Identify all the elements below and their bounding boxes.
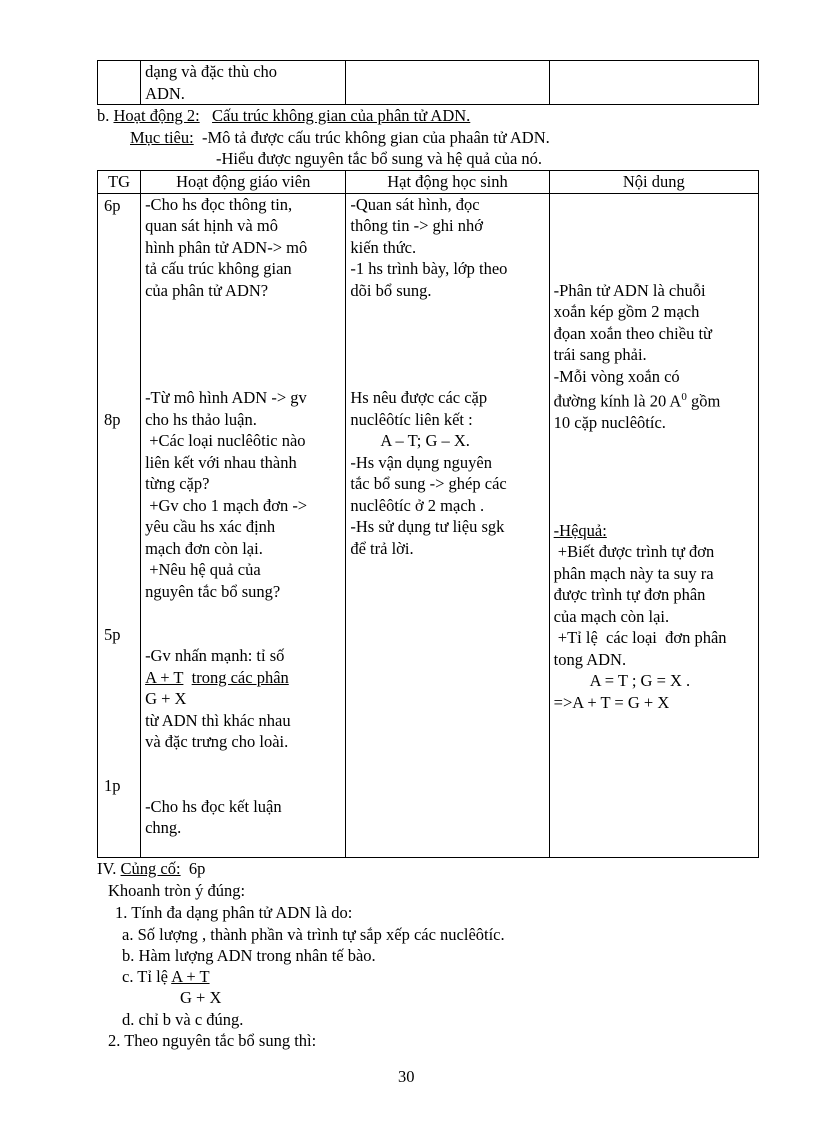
ratio-numerator: A + T: [171, 967, 210, 986]
header-tg: TG: [98, 171, 141, 194]
header-student: Hạt động học sinh: [346, 171, 549, 194]
consolidation-label: Củng cố:: [120, 859, 181, 878]
content-line: phân mạch này ta suy ra: [553, 563, 714, 583]
top-content-cell: [549, 61, 758, 105]
content-line: đường kính là 20 $A^0$ gồm: [553, 391, 721, 411]
top-tg-cell: [98, 61, 141, 105]
instruction: Khoanh tròn ý đúng:: [108, 881, 246, 900]
teacher-line: tả cấu trúc không gian: [145, 259, 292, 278]
teacher-line: từ ADN thì khác nhau: [145, 710, 291, 730]
content-line: được trình tự đơn phân: [553, 585, 706, 604]
teacher-line: +Gv cho 1 mạch đơn ->: [145, 495, 308, 515]
content-line: +Biết được trình tự đơn: [553, 542, 715, 561]
lesson-table: [97, 170, 759, 858]
top-student-cell: [346, 61, 549, 105]
student-line: tắc bổ sung -> ghép các: [350, 474, 507, 493]
student-line: -Hs sử dụng tư liệu sgk: [350, 517, 505, 536]
angstrom-exponent: 0: [681, 391, 687, 403]
content-line: 10 cặp nuclêôtíc.: [553, 413, 666, 432]
content-line: trái sang phải.: [553, 345, 647, 364]
student-line: để trả lời.: [350, 538, 414, 558]
top-cell-line: dạng và đặc thù cho: [145, 62, 278, 81]
student-line: nuclêôtíc liên kết :: [350, 409, 473, 429]
consolidation-heading: IV. Củng cố: 6p: [97, 859, 206, 878]
objective-line-2: -Hiểu được nguyên tắc bổ sung và hệ quả của nó.: [216, 149, 543, 168]
student-line: -Quan sát hình, đọc: [350, 194, 480, 214]
page-number: 30: [398, 1067, 415, 1086]
content-line: A = T ; G = X .: [589, 671, 691, 690]
teacher-line: cho hs thảo luận.: [145, 409, 257, 429]
student-line: -1 hs trình bày, lớp theo: [350, 259, 508, 278]
tg-column: [98, 193, 141, 857]
content-line: -Phân tử ADN là chuỗi: [553, 280, 706, 300]
content-line: xoắn kép gồm 2 mạch: [553, 302, 700, 321]
teacher-line: quan sát hịnh và mô: [145, 216, 278, 235]
ratio-numerator: A + T: [145, 667, 184, 687]
activity-heading: b. Hoạt động 2: Cấu trúc không gian của phân tử ADN.: [97, 106, 471, 125]
objective-label: Mục tiêu:: [130, 128, 194, 147]
teacher-line: -Từ mô hình ADN -> gv: [145, 388, 307, 407]
ratio-denominator: G + X: [180, 988, 222, 1007]
objective-line-1: Mục tiêu: -Mô tả được cấu trúc không gian của phaân tử ADN.: [130, 128, 550, 147]
student-column: [346, 193, 549, 857]
teacher-line: -Cho hs đọc kết luận: [145, 796, 282, 816]
content-line: tong ADN.: [553, 649, 627, 669]
top-cell-line: ADN.: [145, 83, 185, 103]
teacher-line: liên kết với nhau thành: [145, 452, 297, 472]
option-1d: d. chỉ b và c đúng.: [122, 1010, 244, 1029]
student-line: nuclêôtíc ở 2 mạch .: [350, 495, 485, 515]
teacher-line: +Nêu hệ quả của: [145, 560, 261, 579]
teacher-line: yêu cầu hs xác định: [145, 517, 276, 536]
header-teacher: Hoạt động giáo viên: [141, 171, 346, 194]
option-1c: c. Tỉ lệ A + T: [122, 967, 210, 986]
teacher-line: -Cho hs đọc thông tin,: [145, 194, 293, 214]
teacher-line: của phân tử ADN?: [145, 280, 269, 300]
teacher-column: [141, 193, 346, 857]
tg-8p: 8p: [104, 409, 121, 429]
tg-5p: 5p: [104, 624, 121, 644]
content-line: =>A + T = G + X: [553, 692, 670, 712]
ratio-line: A + T trong các phân: [145, 667, 289, 687]
teacher-line: và đặc trưng cho loài.: [145, 732, 289, 751]
content-line: của mạch còn lại.: [553, 606, 670, 626]
teacher-line: mạch đơn còn lại.: [145, 538, 263, 558]
activity-label: Hoạt động 2:: [113, 106, 200, 125]
tg-6p: 6p: [104, 195, 121, 215]
student-line: dõi bổ sung.: [350, 280, 432, 300]
student-line: kiến thức.: [350, 237, 417, 257]
content-line: +Tỉ lệ các loại đơn phân: [553, 628, 727, 647]
header-content: Nội dung: [549, 171, 758, 194]
question-1: 1. Tính đa dạng phân tử ADN là do:: [115, 903, 353, 922]
student-line: thông tin -> ghi nhớ: [350, 216, 483, 235]
teacher-line: nguyên tắc bổ sung?: [145, 581, 281, 601]
question-2: 2. Theo nguyên tắc bổ sung thì:: [108, 1031, 317, 1050]
content-line: -Mỗi vòng xoắn có: [553, 366, 680, 386]
content-line: đọan xoắn theo chiều từ: [553, 323, 712, 343]
content-column: [549, 193, 758, 857]
student-line: A – T; G – X.: [380, 431, 470, 450]
tg-1p: 1p: [104, 775, 121, 795]
teacher-line: -Gv nhấn mạnh: tỉ số: [145, 646, 285, 665]
activity-title: Cấu trúc không gian của phân tử ADN.: [212, 106, 471, 125]
consequence-heading: -Hệquả:: [553, 520, 607, 540]
ratio-denominator: G + X: [145, 689, 187, 708]
teacher-line: hình phân tử ADN-> mô: [145, 237, 308, 257]
teacher-line: +Các loại nuclêôtic nào: [145, 431, 306, 450]
student-line: -Hs vận dụng nguyên: [350, 452, 492, 472]
teacher-line: chng.: [145, 818, 182, 837]
student-line: Hs nêu được các cặp: [350, 388, 488, 407]
top-table-fragment: [97, 60, 759, 105]
top-teacher-cell: [141, 61, 346, 105]
option-1b: b. Hàm lượng ADN trong nhân tế bào.: [122, 946, 376, 965]
teacher-line: từng cặp?: [145, 474, 210, 493]
option-1a: a. Số lượng , thành phần và trình tự sắp xếp các nuclêôtíc.: [122, 925, 505, 944]
